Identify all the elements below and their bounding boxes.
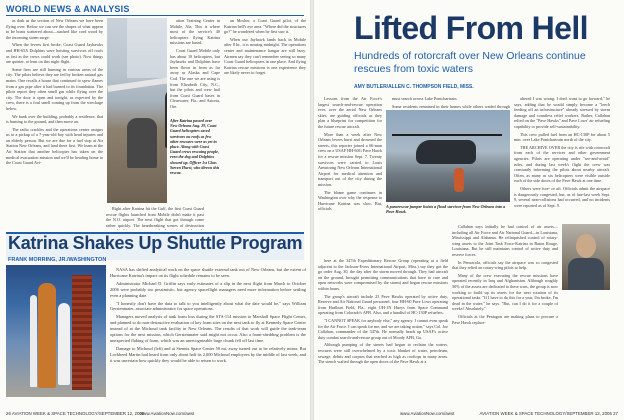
paragraph: Others were fore- or aft. Officials admit the airspace is dangerously congested, but, as of late-last week Sept. 9, several near-collisions had occurred, and no incidents were reported as of Sept. 9. xyxy=(514,185,610,208)
paragraph: "I honestly don't have the data to talk to you intelligently about what the date would be," says William Gerstenmaier, associate administrator for space operations. xyxy=(110,300,306,312)
article-column-3 xyxy=(514,96,610,222)
article-column-2 xyxy=(170,18,220,113)
photo-launch-tower xyxy=(72,275,92,390)
photo-caption: A pararescue jumper hoists a flood survivor from New Orleans into a Pave Hawk. xyxy=(386,204,506,215)
paragraph: NASA has shifted analytical work on the space shuttle external tank out of New Orleans, but the extent of Hurricane Katrina's impact on its flight schedule remains to be seen. xyxy=(110,267,306,278)
paragraph: We bank over the building, probably a residence, that is burning to the ground, and then move on. xyxy=(6,113,103,125)
photo-crew-member xyxy=(127,118,157,168)
page-folio: AVIATION WEEK & SPACE TECHNOLOGY/SEPTEMBER 12, 2005 27 xyxy=(479,411,618,416)
article-column-4 xyxy=(452,224,558,406)
sidebar-byline: FRANK MORRING, JR./WASHINGTON xyxy=(8,257,107,263)
photo-rotor xyxy=(392,134,502,136)
section-rule xyxy=(6,15,304,16)
page-url: www.AviationNow.com/awst xyxy=(400,411,455,416)
paragraph: Coast Guard Mobile only has about 10 helicopters, but Jayhawks and Dolphins have been flown in from as far away as Alaska and Cape Cod. The one we are using is from Elizabeth City, N.C., but the pilots and crew hail from Coast Guard bases in Clearwater, Fla., and Astoria, Ore. xyxy=(170,47,220,109)
paragraph: When the levees first broke, Coast Guard Jayhawks and HH-65A Dolphins were hoisting survivors off roofs as fast as the crews could work (see photo). Now things are quieter, at least on this night flight. xyxy=(6,42,103,65)
article-column-1 xyxy=(318,96,382,256)
paragraph: Some fires are still burning in various areas of the city. The pilots believe they are fed by broken natural gas mains. One recalls a house that continued to spew flames from a gas pipe after it had burned to its foundation. The pilots report they often smell gas while flying over the city. The door is open and tonight, as expected by the crew, there is a foul smell coming up from the wreckage below. xyxy=(6,66,103,111)
article-column-3 xyxy=(106,206,204,230)
sidebar-article-body xyxy=(110,267,306,399)
photo-glare xyxy=(127,18,167,78)
paragraph: In Pensacola, officials say the airspace was so congested that they relied on rotary-wing pilots to help. xyxy=(452,259,558,271)
article-headline: Lifted From Hell xyxy=(354,10,588,46)
article-column-4 xyxy=(224,18,306,230)
page-url: www.AviationNow.com/awst xyxy=(140,411,195,416)
paragraph: Administrator Michael D. Griffin says early estimates of a slip in the next flight from March to October 2006 were probably too pessimistic, but agency spaceflight managers need more information before settling even a planning date. xyxy=(110,280,306,298)
paragraph xyxy=(170,112,220,114)
paragraph: When our Jayhawk lands back in Mobile after 8 hr., it is nearing midnight. The operations center and maintenance hangar are still busy. Airmen say they can't remember seeing so many Coast Guard helicopters in one place. And flying Katrina rescue missions is one experience they are likely never to forget. xyxy=(224,36,306,76)
article-column-1 xyxy=(6,18,103,230)
paragraph: This crew pulled fuel from an HC-130P for about 5 min. over Lake Pontchartrain north of the city. xyxy=(514,131,610,143)
photo-orbiter xyxy=(58,303,70,385)
paragraph: Right after Katrina hit the Gulf, the first Coast Guard rescue flights launched from Mobile didn't make it past the N.O. airport. The next flight that got through came rather quickly. The heartbreaking scenes of destruction xyxy=(106,206,204,228)
paragraph: The radio crackles and the operations center assigns us to a pickup of a 7-year-old boy with head injuries and an elderly person. But we are due for a fuel stop at Air Station New Orleans, and land there first. We learn at the Air Station that another helicopter has taken on the medical evacuation mission and we'll be heading home to the Coast Guard Avi- xyxy=(6,126,103,166)
paragraph: as dark as the section of New Orleans we have been flying over. Below we can see the shapes of what appear to be boats scattered about—stacked like cord wood by the incoming storm surge. xyxy=(6,18,103,40)
photo-external-tank xyxy=(38,283,56,388)
paragraph: ation Training Center in Mobile, Ala. This is where most of the service's 40 helicopters flying Katrina missions are based. xyxy=(170,18,220,46)
photo-body xyxy=(568,258,604,290)
paragraph: Damage to Michoud (left) and at Stennis Space Center 50 mi. away turned out to be relatively minor. But Lockheed Martin had heard from only about half its 2,000 Michoud employees by the middle of last week, and it was uncertain how quickly they would be able to return to work. xyxy=(110,345,306,363)
article-deck: Hundreds of rotorcraft over New Orleans continue rescues from toxic waters xyxy=(354,50,586,75)
paragraph: The group's aircraft include 23 Pave Hawks operated by active duty, Reserve and Air National Guard personnel, four HH-60 Pave Lows operating from Hurlburt Field, Fla., eight UH-1N Hueys from Space Command operating from Colorado's AFB. Also, and a handful of HC-130P refuelers. xyxy=(318,293,448,316)
paragraph: Many of the crew executing the rescue missions have operated recently in Iraq and Afghanistan. Although roughly 30% of the assets are dedicated to these wars, the group is now working to build up its assets for the next rotation of its operational tasks. "If I have to do this for a year, I'm broke, I'm dead in the water," he says. "But, can I do it for a couple of weeks? Absolutely." xyxy=(452,272,558,312)
article-column-2 xyxy=(386,96,510,110)
shuttle-launch-photo xyxy=(6,265,106,397)
photo-caption: After Katrina passed over New Orleans Aug. 29, Coast Guard helicopters saved survivors on roofs as few other rescuers were as yet in place. Along with Coast Guard crews rescuing people, even the dog and Dolphins showed up. Officer 1st Class Steven Hurst, who directs this rescue. xyxy=(170,118,220,176)
portrait-photo xyxy=(562,224,610,290)
paragraph: altered I was wrong. I don't want to go forward," he says, adding that he would simply become a "leech feeding off an infrastructure" already stressed by storm damage and countless relief workers. Rather, Callahan relied on the "Pave Hawks" and Pave Lows' air refueling capability to provide self-sustainability. xyxy=(514,96,610,129)
section-header: WORLD NEWS & ANALYSIS xyxy=(6,4,130,14)
photo-survivor xyxy=(454,168,464,192)
paragraph: More than a week after New Orleans levees burst and drowned the streets, this reporter joined a 66-man crew on a USAF HH-60G Pave Hawk for a rescue mission Sept. 7. Twenty survivors were carried to Louis Armstrong New Orleans International Airport for medical attention and transport out of the city during the mission. xyxy=(318,131,382,187)
paragraph: must search across Lake Pontchartrain. xyxy=(392,96,458,101)
photo-booster xyxy=(30,295,37,387)
paragraph: here at the 347th Expeditionary Rescue Group (operating at a field adjacent to the Jackson-Evers International Airport, Miss.) say they got the go order Aug. 30, the day after the storm moved through. They had aircraft on the ground, brought permitting communications that have to cure and open networks were compromised by the storm) and began rescue missions within hours. xyxy=(318,258,448,291)
photo-crew-member xyxy=(165,88,167,148)
paragraph: "I CANNOT SPEAK for anybody else," any agency. I cannot even speak for the Air Force. I can speak for me, and we are taking action," says Col. Joe Callahan, commander of the 347th. He normally heads up USAF's active duty combat search-and-rescue group out of Moody AFB, Ga. xyxy=(318,317,448,340)
paragraph: an Mosher, a Coast Guard pilot, of the Katrina hell's eye area. "Where did the structures go?" he wondered when he first saw it. xyxy=(224,18,306,35)
paragraph: Some residents remained in their homes while others waded through xyxy=(392,103,510,109)
helicopter-rescue-photo xyxy=(107,18,167,203)
sidebar-headline: Katrina Shakes Up Shuttle Program xyxy=(8,233,303,253)
photo-helicopter xyxy=(416,140,476,164)
paragraph: Although pumping of the streets had begun to reclaim the waters, rescuers were still overwhelmed by a toxic blanket of water, petroleum, sewage, debris and corpses that reached as high as rooftops in many areas. The stench wafted through the open doors of the Pave Hawk at a xyxy=(318,342,448,365)
paragraph: Managers moved analysis of tank foam loss during the STS-114 mission to Marshall Space Flight Center, and planned to do non-destructive evaluation of key foam sites on the next tank to fly at Kennedy Space Center instead of at the Michoud tank facility in New Orleans. The results of that work will guide the tank-team options for the next mission, which Gerstenmaier said might not occur. Also a foam-shedding problem is the unexpected flaking of foam, which was an unrecognizable large chunk fell off last time. xyxy=(110,314,306,343)
paragraph: Lessons from the Air Force's largest search-and-rescue operation ever, over the aerial New Orleans skies, are guiding officials as they plan a blueprint for competition for the future rescue aircraft. xyxy=(318,96,382,129)
paragraph: THE ARCHIVE OVER the city is rife with rotorcraft from each of the services and other government agencies. Pilots are operating under "see-and-avoid" rules, and during last week's flight the crew was constantly informing the pilots about nearby aircraft. Often, as many as six helicopters were visible outside each of the side doors of the Pave Hawk at one time. xyxy=(514,144,610,184)
paragraph: Officials at the Pentagon are making plans to procure a Pave Hawk replace- xyxy=(452,313,558,325)
photo-face xyxy=(576,234,596,258)
paragraph: The blame game continues in Washington over why the response to Hurricane Katrina was slow. But, officials xyxy=(318,189,382,212)
article-byline: AMY BUTLER/ALLEN C. THOMPSON FIELD, MISS. xyxy=(354,84,474,90)
paragraph: Callahan says initially he had control of air assets—including all Air Force and Air National Guard—in Louisiana, Mississippi and Alabama. He relinquished control of rotary-wing assets to the Joint Task Force-Katrina in Baton Rouge, Louisiana. But he still maintains control of active duty and reserve forces. xyxy=(452,224,558,257)
article-column-1b xyxy=(318,258,448,406)
page-folio: 26 AVIATION WEEK & SPACE TECHNOLOGY/SEPTEMBER 12, 2005 xyxy=(6,411,145,416)
pave-hawk-rescue-photo xyxy=(386,110,510,202)
